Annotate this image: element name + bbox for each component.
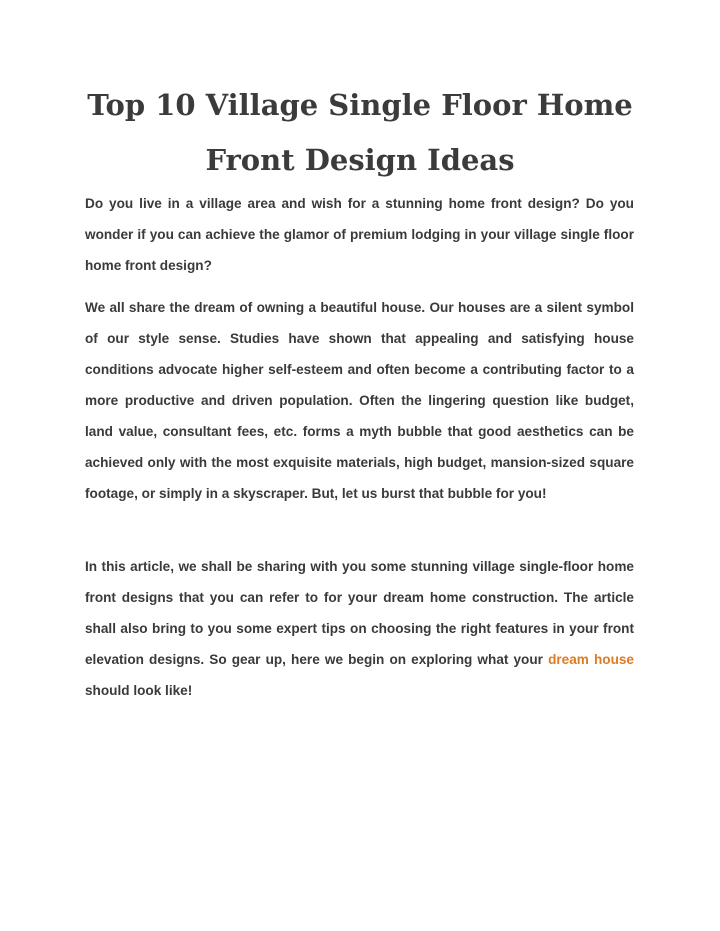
intro-paragraph: Do you live in a village area and wish for a stunning home front design? Do you wonder if you can achieve the glamor of premium lodging in your village single floor home front design? bbox=[85, 196, 634, 273]
article-paragraph bbox=[85, 551, 634, 706]
title-line-2: Front Design Ideas bbox=[205, 143, 515, 177]
title-line-1: Top 10 Village Single Floor Home bbox=[87, 88, 633, 122]
dream-paragraph: We all share the dream of owning a beautiful house. Our houses are a silent symbol of our style sense. Studies have shown that appealing and satisfying house conditions advocate higher self-esteem and often become a contributing factor to a more productive and driven population. Often the lingering question like budget, land value, consultant fees, etc. forms a myth bubble that good aesthetics can be achieved only with the most exquisite materials, high budget, mansion-sized square footage, or simply in a skyscraper. But, let us burst that bubble for you! bbox=[85, 300, 634, 501]
dream-house-link[interactable]: dream house bbox=[548, 652, 634, 667]
article-text-after-link: should look like! bbox=[85, 683, 193, 698]
document-title bbox=[60, 78, 660, 188]
article-text-before-link: In this article, we shall be sharing with you some stunning village single-floor home front designs that you can refer to for your dream home construction. The article shall also bring to you some expert tips on choosing the right features in your front elevation designs. So gear up, here we begin on exploring what your bbox=[85, 559, 634, 667]
